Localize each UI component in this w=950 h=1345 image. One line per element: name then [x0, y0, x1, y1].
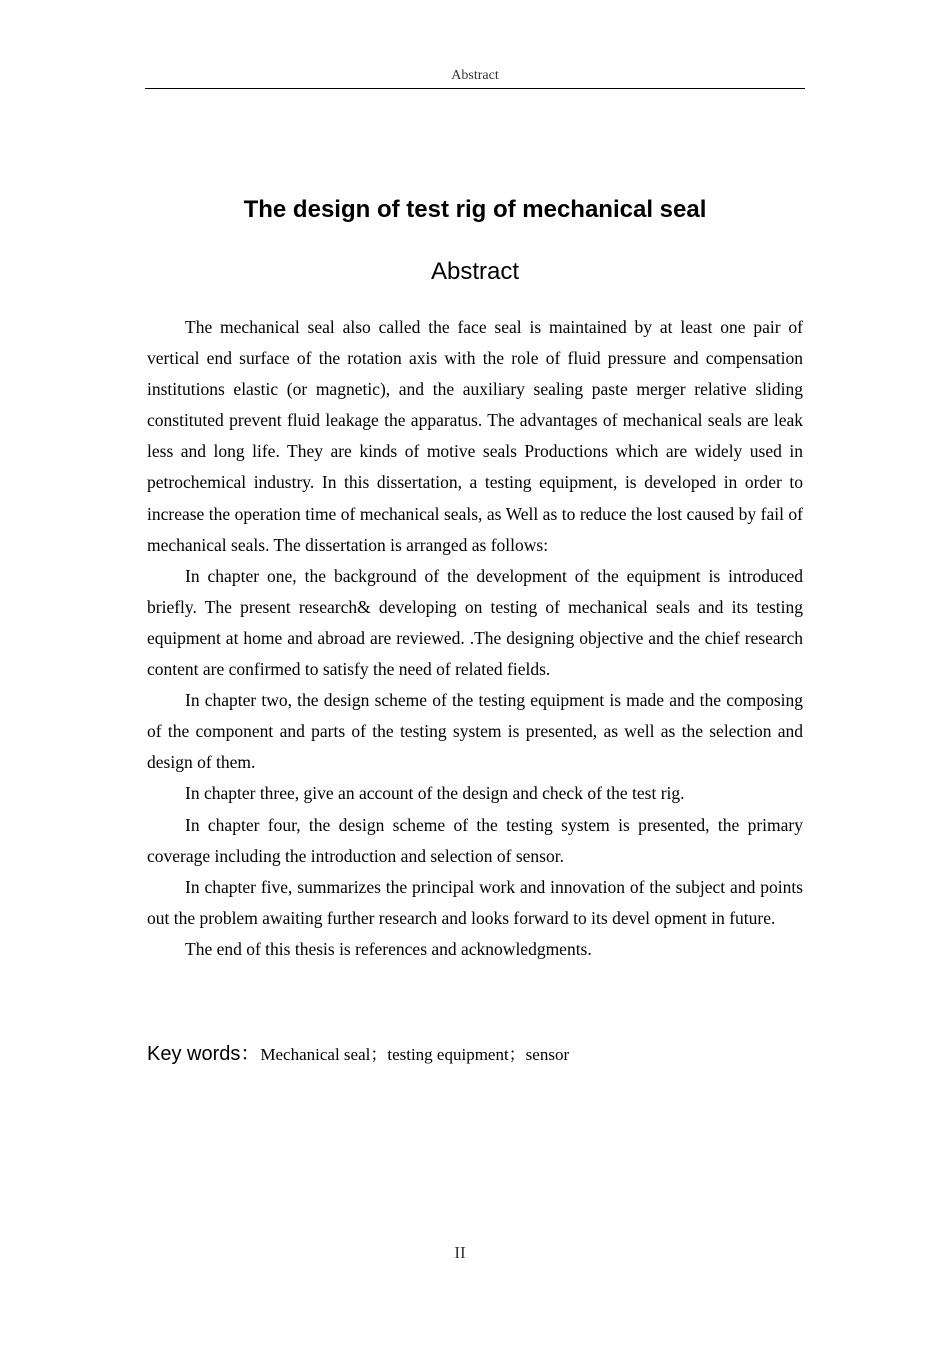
keywords-terms: Mechanical seal；testing equipment；sensor [260, 1045, 570, 1064]
paragraph-chapter-five: In chapter five, summarizes the principal work and innovation of the subject and points out the problem awaiting further research and looks forward to its devel opment in future. [147, 876, 803, 928]
keywords-label: Key words： [147, 1043, 261, 1065]
document-title: The design of test rig of mechanical seal [243, 196, 707, 223]
paragraph-chapter-two: In chapter two, the design scheme of the testing equipment is made and the composing of the component and parts of the testing system is presented, as well as the selection and design of them. [147, 690, 803, 773]
abstract-body [147, 312, 803, 965]
running-header: Abstract [145, 66, 805, 89]
paragraph-chapter-three: In chapter three, give an account of the design and check of the test rig. [185, 783, 685, 804]
page-number: II [454, 1243, 466, 1262]
paragraph-end: The end of this thesis is references and acknowledgments. [185, 938, 592, 959]
keywords-line [147, 1039, 803, 1070]
paragraph-chapter-four: In chapter four, the design scheme of the testing system is presented, the primary coverage including the introduction and selection of sensor. [147, 814, 803, 866]
paragraph-intro: The mechanical seal also called the face seal is maintained by at least one pair of vertical end surface of the rotation axis with the role of fluid pressure and compensation institutions elastic (or magnetic), and the auxiliary sealing paste merger relative sliding constituted prevent fluid leakage the apparatus. The advantages of mechanical seals are leak less and long life. They are kinds of motive seals Productions which are widely used in petrochemical industry. In this dissertation, a testing equipment, is developed in order to increase the operation time of mechanical seals, as Well as to reduce the lost caused by fail of mechanical seals. The dissertation is arranged as follows: [147, 317, 803, 555]
paragraph-chapter-one: In chapter one, the background of the development of the equipment is introduced briefly. The present research& developing on testing of mechanical seals and its testing equipment at home and abroad are reviewed. .The designing objective and the chief research content are confirmed to satisfy the need of related fields. [147, 565, 803, 680]
abstract-heading: Abstract [430, 258, 520, 285]
